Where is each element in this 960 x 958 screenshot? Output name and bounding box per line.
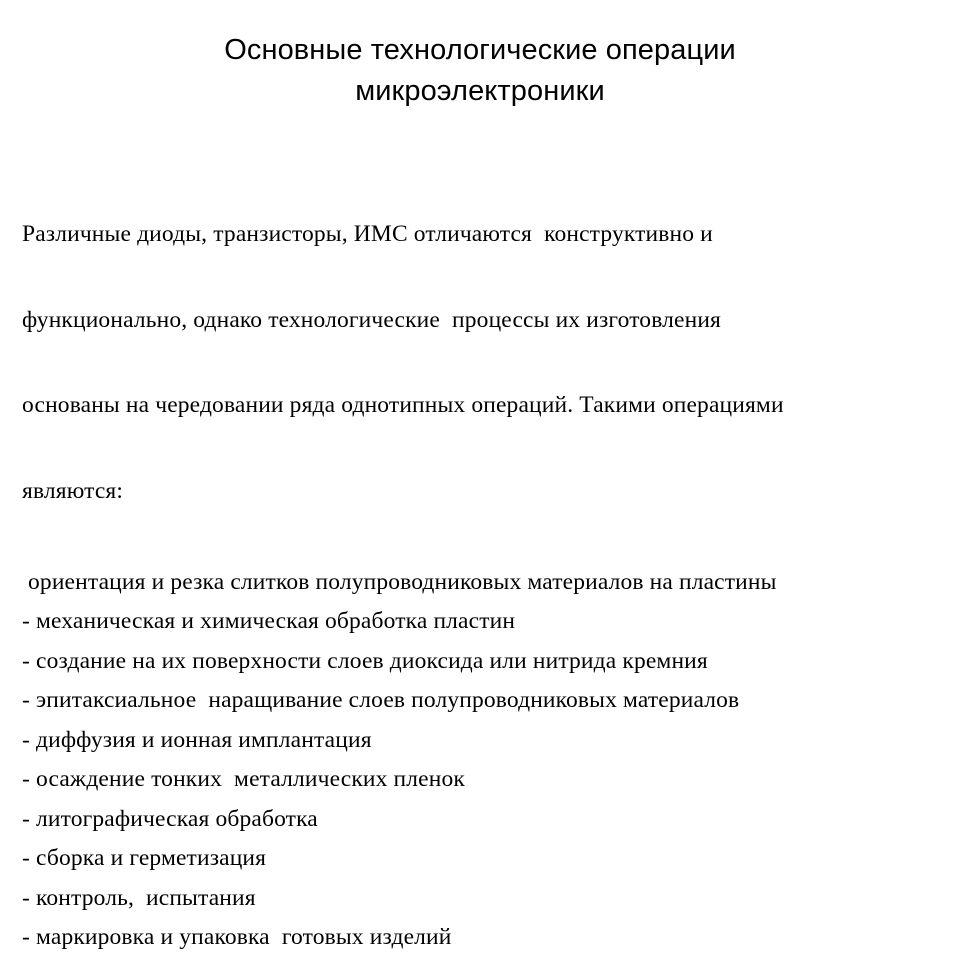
list-item: - литографическая обработка [22, 805, 318, 832]
intro-paragraph-line-4: являются: [22, 477, 124, 504]
list-item: - осаждение тонких металлических пленок [22, 766, 465, 792]
intro-paragraph-line-2: функционально, однако технологические процессы их изготовления [22, 306, 722, 333]
list-item: - создание на их поверхности слоев диоксида или нитрида кремния [22, 647, 708, 674]
list-item: ориентация и резка слитков полупроводниковых материалов на пластины [22, 569, 777, 595]
slide-title-line-1: Основные технологические операции [224, 34, 736, 66]
list-item: - диффузия и ионная имплантация [22, 726, 372, 753]
intro-paragraph-line-1: Различные диоды, транзисторы, ИМС отличаются конструктивно и [22, 221, 713, 247]
list-item: - механическая и химическая обработка пластин [22, 608, 516, 634]
intro-paragraph-line-3: основаны на чередовании ряда однотипных операций. Такими операциями [22, 392, 784, 418]
slide-title [0, 30, 960, 112]
slide-body [22, 163, 952, 958]
intro-paragraph [22, 163, 952, 562]
list-item: - контроль, испытания [22, 884, 256, 911]
operations-list [22, 562, 952, 958]
list-item: - сборка и герметизация [22, 845, 267, 871]
slide-title-line-2: микроэлектроники [355, 75, 605, 107]
list-item: - эпитаксиальное наращивание слоев полупроводниковых материалов [22, 687, 740, 713]
list-item: - маркировка и упаковка готовых изделий [22, 924, 452, 950]
